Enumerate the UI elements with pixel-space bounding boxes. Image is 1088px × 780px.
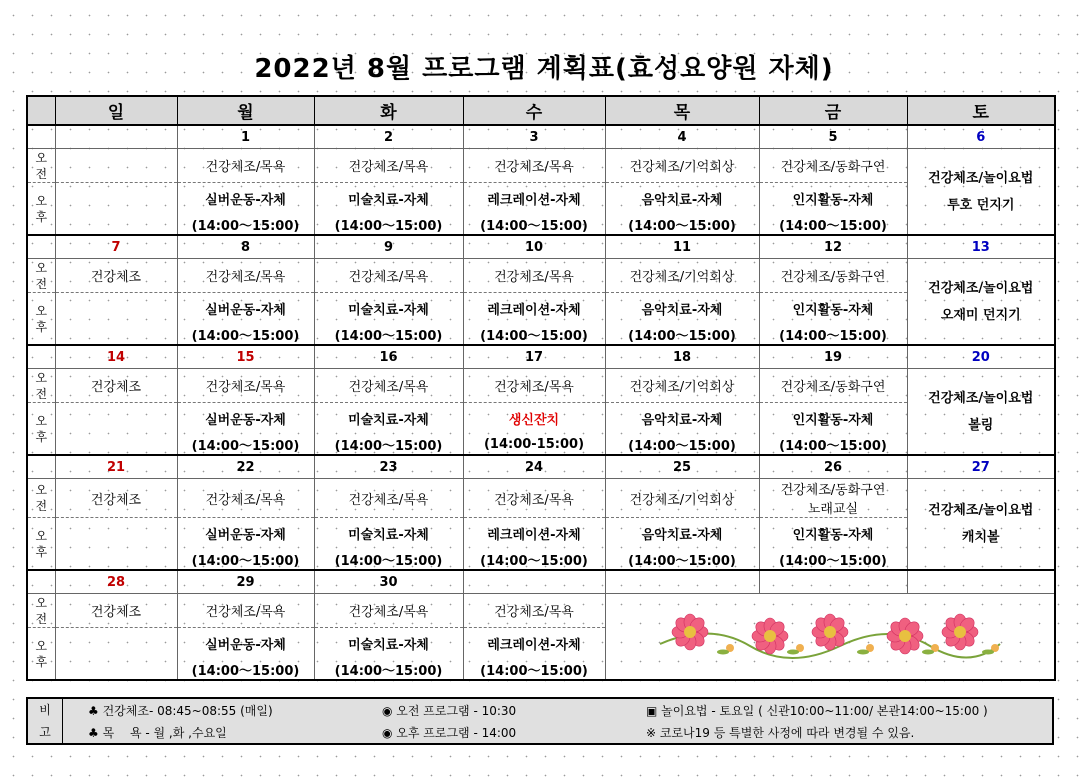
pm-label-char: 오: [35, 638, 48, 653]
am-row: [27, 479, 1055, 518]
pm-program-mon: 실버운동-자체: [177, 183, 314, 215]
date-cell-sat: [907, 570, 1055, 594]
notes-label-char: 비: [39, 703, 51, 717]
pm-time-sun: [55, 549, 177, 570]
saturday-program-title: 건강체조/놀이요법: [928, 280, 1034, 296]
date-cell-tue: 30: [314, 570, 463, 594]
am-label-char: 오: [35, 483, 48, 497]
pm-program-tue: 미술치료-자체: [314, 628, 463, 660]
pm-program-thu: 음악치료-자체: [605, 293, 759, 325]
date-cell-sun: [55, 125, 177, 149]
pm-program-sun: [55, 403, 177, 435]
pm-time-sun: [55, 324, 177, 345]
pm-label-char: 오: [35, 528, 48, 543]
pm-label-char: 오: [35, 303, 48, 318]
pm-time-wed: (14:00～15:00): [463, 214, 605, 235]
pm-program-tue: 미술치료-자체: [314, 293, 463, 325]
time-row: [27, 549, 1055, 570]
pm-time-mon: (14:00～15:00): [177, 659, 314, 680]
calendar-table: [26, 95, 1056, 681]
am-label: [27, 594, 55, 628]
date-cell-sun: 14: [55, 345, 177, 369]
am-program-wed: 건강체조/목욕: [463, 479, 605, 518]
pm-label: [27, 628, 55, 681]
pm-label-char: 후: [35, 319, 48, 334]
weekday-header-row: [27, 96, 1055, 125]
am-program-mon: 건강체조/목욕: [177, 149, 314, 183]
date-cell-sat: 6: [907, 125, 1055, 149]
am-program-mon: 건강체조/목욕: [177, 594, 314, 628]
am-program-tue: 건강체조/목욕: [314, 369, 463, 403]
am-label: [27, 259, 55, 293]
date-cell-fri: 5: [759, 125, 907, 149]
am-label-char: 전: [35, 276, 48, 291]
pm-time-thu: (14:00～15:00): [605, 214, 759, 235]
pm-time-sun: [55, 434, 177, 455]
corner-cell: [27, 96, 55, 125]
pm-program-thu: 음악치료-자체: [605, 518, 759, 550]
pm-program-sun: [55, 293, 177, 325]
pm-time-fri: (14:00～15:00): [759, 434, 907, 455]
am-label: [27, 369, 55, 403]
am-program-mon: 건강체조/목욕: [177, 259, 314, 293]
pm-program-mon: 실버운동-자체: [177, 403, 314, 435]
pm-label-char: 후: [35, 654, 48, 669]
pm-time-wed: (14:00-15:00): [463, 434, 605, 455]
date-cell-mon: 8: [177, 235, 314, 259]
pm-program-wed: 레크레이션-자체: [463, 293, 605, 325]
date-row: [27, 455, 1055, 479]
pm-time-sun: [55, 214, 177, 235]
weekday-fri: 금: [759, 96, 907, 125]
date-cell-tue: 23: [314, 455, 463, 479]
pm-program-sun: [55, 628, 177, 660]
pm-time-fri: (14:00～15:00): [759, 549, 907, 570]
pm-time-mon: (14:00～15:00): [177, 434, 314, 455]
saturday-program-title: 건강체조/놀이요법: [928, 503, 1034, 518]
note-play-therapy: ▣ 놀이요법 - 토요일 ( 신관10:00~11:00/ 본관14:00~15:00 ): [646, 704, 988, 718]
notes-label-char: 고: [39, 725, 51, 739]
pm-program-wed: 레크레이션-자체: [463, 628, 605, 660]
saturday-program: [907, 369, 1055, 456]
saturday-program-title: 건강체조/놀이요법: [928, 390, 1034, 406]
pm-time-tue: (14:00～15:00): [314, 549, 463, 570]
am-program-fri: 건강체조/동화구연: [759, 149, 907, 183]
date-cell-sat: 13: [907, 235, 1055, 259]
pm-time-wed: (14:00～15:00): [463, 324, 605, 345]
pm-program-thu: 음악치료-자체: [605, 403, 759, 435]
pm-time-fri: (14:00～15:00): [759, 214, 907, 235]
date-row-label: [27, 235, 55, 259]
pm-program-sun: [55, 183, 177, 215]
saturday-program-activity: 오재미 던지기: [940, 307, 1021, 323]
date-cell-fri: 19: [759, 345, 907, 369]
pm-time-wed: (14:00～15:00): [463, 659, 605, 680]
am-label-char: 전: [35, 499, 48, 513]
pm-program-wed: 레크레이션-자체: [463, 518, 605, 550]
pm-label-char: 후: [35, 209, 48, 224]
pm-time-wed: (14:00～15:00): [463, 549, 605, 570]
page-title: 2022년 8월 프로그램 계획표(효성요양원 자체): [254, 54, 834, 84]
pm-program-fri: 인지활동-자체: [759, 183, 907, 215]
pm-program-wed: 레크레이션-자체: [463, 183, 605, 215]
pm-time-fri: (14:00～15:00): [759, 324, 907, 345]
pm-label-char: 오: [35, 413, 48, 428]
saturday-program: [907, 259, 1055, 346]
date-cell-tue: 16: [314, 345, 463, 369]
date-cell-wed: [463, 570, 605, 594]
am-row: [27, 149, 1055, 183]
pm-row: [27, 183, 1055, 215]
am-label-char: 전: [35, 611, 48, 626]
pm-program-thu: 음악치료-자체: [605, 183, 759, 215]
am-program-fri: [759, 479, 907, 518]
date-cell-fri: 26: [759, 455, 907, 479]
am-program-thu: 건강체조/기억회상: [605, 479, 759, 518]
date-cell-thu: 4: [605, 125, 759, 149]
pm-label-char: 오: [35, 193, 48, 208]
am-program-mon: 건강체조/목욕: [177, 479, 314, 518]
pm-label: [27, 403, 55, 456]
weekday-wed: 수: [463, 96, 605, 125]
date-row-label: [27, 345, 55, 369]
saturday-program-activity: 볼링: [968, 417, 994, 433]
weekday-tue: 화: [314, 96, 463, 125]
date-cell-fri: [759, 570, 907, 594]
pm-program-mon: 실버운동-자체: [177, 293, 314, 325]
pm-program-tue: 미술치료-자체: [314, 518, 463, 550]
date-row-label: [27, 455, 55, 479]
am-program-thu: 건강체조/기억회상: [605, 369, 759, 403]
notes-footer: [26, 697, 1054, 745]
weekday-sat: 토: [907, 96, 1055, 125]
am-program-fri: 건강체조/동화구연: [759, 369, 907, 403]
date-row: [27, 345, 1055, 369]
date-cell-tue: 9: [314, 235, 463, 259]
date-cell-wed: 17: [463, 345, 605, 369]
saturday-program-activity: 캐치볼: [961, 530, 1000, 545]
am-label-char: 오: [35, 595, 48, 610]
flower-decoration: [605, 594, 1055, 681]
date-row: [27, 125, 1055, 149]
weekday-thu: 목: [605, 96, 759, 125]
date-cell-sat: 27: [907, 455, 1055, 479]
date-cell-mon: 15: [177, 345, 314, 369]
note-am-program: ◉ 오전 프로그램 - 10:30: [382, 704, 517, 718]
pm-row: [27, 518, 1055, 550]
am-label-char: 오: [35, 260, 48, 275]
am-program-mon: 건강체조/목욕: [177, 369, 314, 403]
note-bath: ♣ 목 욕 - 월 ,화 ,수요일: [88, 726, 227, 740]
am-label-char: 오: [35, 370, 48, 385]
saturday-program-title: 건강체조/놀이요법: [928, 170, 1034, 186]
date-cell-mon: 1: [177, 125, 314, 149]
date-cell-tue: 2: [314, 125, 463, 149]
am-label: [27, 149, 55, 183]
am-label: [27, 479, 55, 518]
pm-label: [27, 518, 55, 571]
pm-time-thu: (14:00～15:00): [605, 549, 759, 570]
am-program-tue: 건강체조/목욕: [314, 259, 463, 293]
am-program-line: 건강체조/동화구연: [780, 483, 886, 498]
am-program-tue: 건강체조/목욕: [314, 149, 463, 183]
pm-row: [27, 403, 1055, 435]
pm-label-char: 후: [35, 429, 48, 444]
am-program-sun: 건강체조: [55, 479, 177, 518]
pm-time-thu: (14:00～15:00): [605, 324, 759, 345]
date-row: [27, 570, 1055, 594]
date-cell-mon: 22: [177, 455, 314, 479]
pm-label: [27, 293, 55, 346]
pm-program-tue: 미술치료-자체: [314, 183, 463, 215]
am-program-sun: 건강체조: [55, 594, 177, 628]
am-label-char: 전: [35, 166, 48, 181]
am-program-wed: 건강체조/목욕: [463, 369, 605, 403]
weekday-sun: 일: [55, 96, 177, 125]
pm-program-fri: 인지활동-자체: [759, 518, 907, 550]
pm-label: [27, 183, 55, 236]
pm-time-tue: (14:00～15:00): [314, 434, 463, 455]
date-row: [27, 235, 1055, 259]
am-program-tue: 건강체조/목욕: [314, 594, 463, 628]
notes-label: [28, 699, 63, 743]
pm-time-mon: (14:00～15:00): [177, 214, 314, 235]
pm-label-char: 후: [35, 544, 48, 559]
date-row-label: [27, 570, 55, 594]
pm-time-mon: (14:00～15:00): [177, 324, 314, 345]
date-cell-thu: [605, 570, 759, 594]
pm-program-tue: 미술치료-자체: [314, 403, 463, 435]
date-cell-thu: 11: [605, 235, 759, 259]
am-row: [27, 259, 1055, 293]
pm-program-wed: 생신잔치: [463, 403, 605, 435]
time-row: [27, 324, 1055, 345]
pm-program-mon: 실버운동-자체: [177, 518, 314, 550]
am-row: [27, 369, 1055, 403]
flower-garland-icon: [650, 602, 1010, 672]
am-program-fri: 건강체조/동화구연: [759, 259, 907, 293]
pm-time-tue: (14:00～15:00): [314, 659, 463, 680]
date-cell-sun: 7: [55, 235, 177, 259]
am-program-thu: 건강체조/기억회상: [605, 149, 759, 183]
am-label-char: 오: [35, 150, 48, 165]
date-cell-wed: 3: [463, 125, 605, 149]
date-cell-fri: 12: [759, 235, 907, 259]
am-program-line: 노래교실: [807, 502, 859, 517]
pm-program-fri: 인지활동-자체: [759, 293, 907, 325]
pm-time-mon: (14:00～15:00): [177, 549, 314, 570]
am-program-wed: 건강체조/목욕: [463, 259, 605, 293]
note-exercise: ♣ 건강체조- 08:45~08:55 (매일): [88, 704, 273, 718]
saturday-program-activity: 투호 던지기: [947, 197, 1015, 213]
pm-program-mon: 실버운동-자체: [177, 628, 314, 660]
am-row: [27, 594, 1055, 628]
am-program-sun: 건강체조: [55, 369, 177, 403]
note-covid: ※ 코로나19 등 특별한 사정에 따라 변경될 수 있음.: [646, 726, 915, 740]
pm-time-thu: (14:00～15:00): [605, 434, 759, 455]
am-label-char: 전: [35, 386, 48, 401]
date-cell-sun: 28: [55, 570, 177, 594]
am-program-thu: 건강체조/기억회상: [605, 259, 759, 293]
pm-program-sun: [55, 518, 177, 550]
date-cell-thu: 25: [605, 455, 759, 479]
saturday-program: [907, 479, 1055, 571]
note-pm-program: ◉ 오후 프로그램 - 14:00: [382, 726, 517, 740]
date-cell-mon: 29: [177, 570, 314, 594]
pm-program-fri: 인지활동-자체: [759, 403, 907, 435]
time-row: [27, 434, 1055, 455]
pm-time-sun: [55, 659, 177, 680]
am-program-sun: 건강체조: [55, 259, 177, 293]
am-program-tue: 건강체조/목욕: [314, 479, 463, 518]
pm-row: [27, 293, 1055, 325]
pm-time-tue: (14:00～15:00): [314, 324, 463, 345]
am-program-wed: 건강체조/목욕: [463, 149, 605, 183]
date-cell-wed: 24: [463, 455, 605, 479]
date-cell-sat: 20: [907, 345, 1055, 369]
time-row: [27, 214, 1055, 235]
date-cell-wed: 10: [463, 235, 605, 259]
weekday-mon: 월: [177, 96, 314, 125]
date-cell-thu: 18: [605, 345, 759, 369]
am-program-sun: [55, 149, 177, 183]
pm-time-tue: (14:00～15:00): [314, 214, 463, 235]
date-cell-sun: 21: [55, 455, 177, 479]
date-row-label: [27, 125, 55, 149]
am-program-wed: 건강체조/목욕: [463, 594, 605, 628]
saturday-program: [907, 149, 1055, 236]
